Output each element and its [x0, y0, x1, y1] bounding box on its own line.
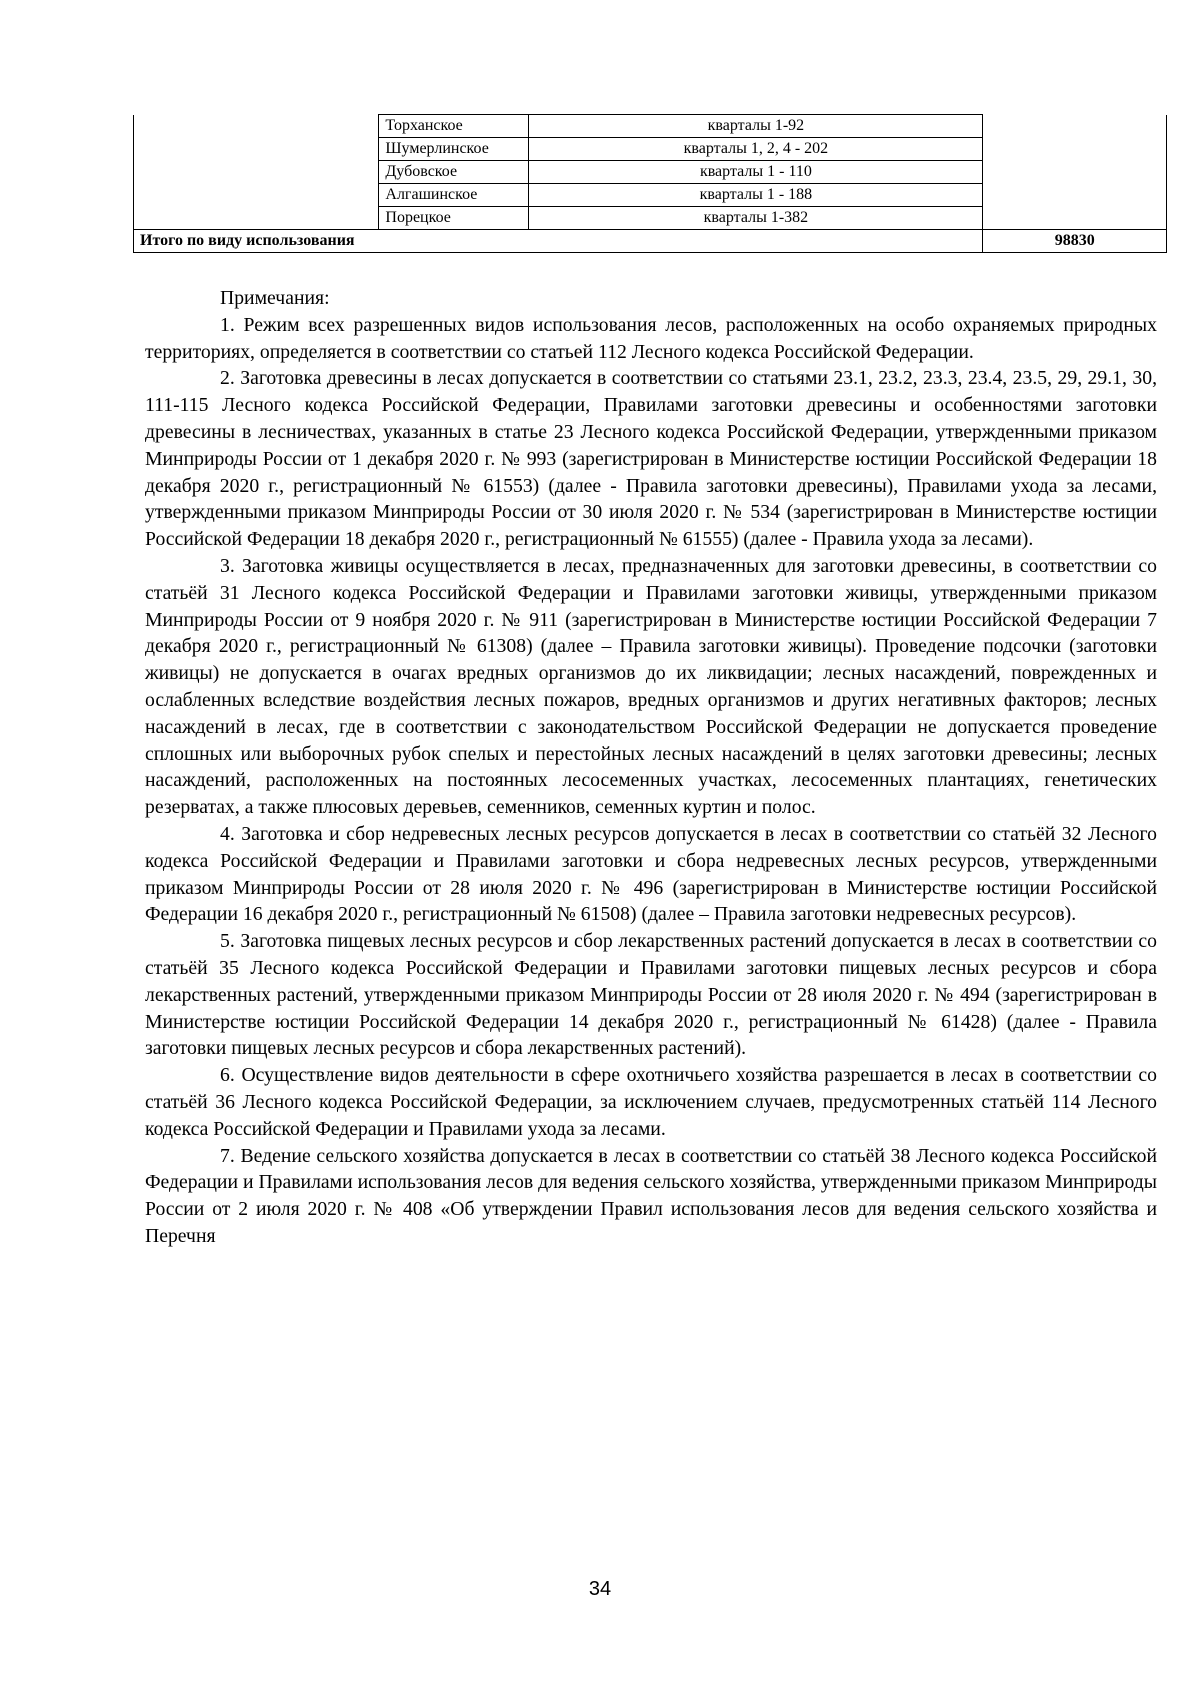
- forestry-name: Алгашинское: [379, 184, 529, 207]
- notes-heading: Примечания:: [220, 287, 330, 309]
- forestry-name: Шумерлинское: [379, 138, 529, 161]
- table-cell-empty: [134, 115, 379, 138]
- table-row: [134, 207, 1167, 230]
- page-number: 34: [588, 1578, 612, 1600]
- note-paragraph: 7. Ведение сельского хозяйства допускается в лесах в соответствии со статьёй 38 Лесного кодекса Российской Федерации и Правилами использования лесов для ведения сельского хозяйства, утвержденными приказом Минприроды России от 2 июля 2020 г. № 408 «Об утверждении Правил использования лесов для ведения сельского хозяйства и Перечня: [145, 1144, 1157, 1247]
- total-label: Итого по виду использования: [134, 230, 983, 253]
- forestry-name: Дубовское: [379, 161, 529, 184]
- quarters-range: кварталы 1, 2, 4 - 202: [529, 138, 983, 161]
- table-cell-empty: [983, 184, 1167, 207]
- table-cell-empty: [983, 207, 1167, 230]
- table-cell-empty: [983, 115, 1167, 138]
- note-paragraph: 6. Осуществление видов деятельности в сфере охотничьего хозяйства разрешается в лесах в соответствии со статьёй 36 Лесного кодекса Российской Федерации, за исключением случаев, предусмотренных статьёй 114 Лесного кодекса Российской Федерации и Правилами ухода за лесами.: [145, 1064, 1157, 1140]
- note-paragraph: 4. Заготовка и сбор недревесных лесных ресурсов допускается в лесах в соответствии со статьёй 32 Лесного кодекса Российской Федерации и Правилами заготовки и сбора недревесных лесных ресурсов, утвержденными приказом Минприроды России от 28 июля 2020 г. № 496 (зарегистрирован в Министерстве юстиции Российской Федерации 16 декабря 2020 г., регистрационный № 61508) (далее – Правила заготовки недревесных ресурсов).: [145, 822, 1157, 926]
- quarters-range: кварталы 1 - 110: [529, 161, 983, 184]
- table-row: [134, 115, 1167, 138]
- forest-quarters-table: [133, 114, 1167, 253]
- table-cell-empty: [134, 161, 379, 184]
- table-cell-empty: [134, 138, 379, 161]
- table-cell-empty: [983, 138, 1167, 161]
- total-value: 98830: [983, 230, 1167, 253]
- table-row: [134, 138, 1167, 161]
- table-total-row: [134, 230, 1167, 253]
- quarters-range: кварталы 1 - 188: [529, 184, 983, 207]
- forestry-name: Порецкое: [379, 207, 529, 230]
- note-paragraph: 3. Заготовка живицы осуществляется в лесах, предназначенных для заготовки древесины, в соответствии со статьёй 31 Лесного кодекса Российской Федерации и Правилами заготовки живицы, утвержденными приказом Минприроды России от 9 ноября 2020 г. № 911 (зарегистрирован в Министерстве юстиции Российской Федерации 7 декабря 2020 г., регистрационный № 61308) (далее – Правила заготовки живицы). Проведение подсочки (заготовки живицы) не допускается в очагах вредных организмов до их ликвидации; лесных насаждений, поврежденных и ослабленных вследствие воздействия лесных пожаров, вредных организмов и других негативных факторов; лесных насаждений в лесах, где в соответствии с законодательством Российской Федерации не допускается проведение сплошных или выборочных рубок спелых и перестойных лесных насаждений в целях заготовки древесины; лесных насаждений, расположенных на постоянных лесосеменных участках, лесосеменных плантациях, генетических резерватах, а также плюсовых деревьев, семенников, семенных куртин и полос.: [145, 554, 1157, 819]
- table-row: [134, 184, 1167, 207]
- note-paragraph: 1. Режим всех разрешенных видов использования лесов, расположенных на особо охраняемых природных территориях, определяется в соответствии со статьей 112 Лесного кодекса Российской Федерации.: [145, 313, 1157, 363]
- note-paragraph: 5. Заготовка пищевых лесных ресурсов и сбор лекарственных растений допускается в лесах в соответствии со статьёй 35 Лесного кодекса Российской Федерации и Правилами заготовки пищевых лесных ресурсов и сбора лекарственных растений, утвержденными приказом Минприроды России от 28 июля 2020 г. № 494 (зарегистрирован в Министерстве юстиции Российской Федерации 14 декабря 2020 г., регистрационный № 61428) (далее - Правила заготовки пищевых лесных ресурсов и сбора лекарственных растений).: [145, 930, 1157, 1060]
- forestry-name: Торханское: [379, 115, 529, 138]
- quarters-range: кварталы 1-382: [529, 207, 983, 230]
- note-paragraph: 2. Заготовка древесины в лесах допускается в соответствии со статьями 23.1, 23.2, 23.3, 23.4, 23.5, 29, 29.1, 30, 111-115 Лесного кодекса Российской Федерации, Правилами заготовки древесины и особенностями заготовки древесины в лесничествах, указанных в статье 23 Лесного кодекса Российской Федерации, утвержденными приказом Минприроды России от 1 декабря 2020 г. № 993 (зарегистрирован в Министерстве юстиции Российской Федерации 18 декабря 2020 г., регистрационный № 61553) (далее - Правила заготовки древесины), Правилами ухода за лесами, утвержденными приказом Минприроды России от 30 июля 2020 г. № 534 (зарегистрирован в Министерстве юстиции Российской Федерации 18 декабря 2020 г., регистрационный № 61555) (далее - Правила ухода за лесами).: [145, 367, 1157, 551]
- table-row: [134, 161, 1167, 184]
- table-cell-empty: [983, 161, 1167, 184]
- table-cell-empty: [134, 207, 379, 230]
- table-cell-empty: [134, 184, 379, 207]
- quarters-range: кварталы 1-92: [529, 115, 983, 138]
- notes-section: [145, 285, 1157, 1250]
